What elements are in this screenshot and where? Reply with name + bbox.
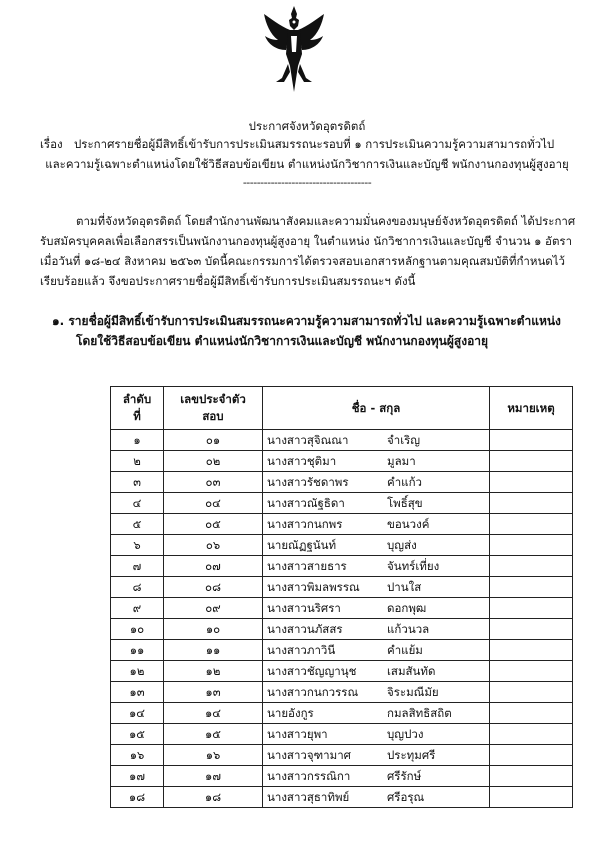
cell-order: ๙ <box>111 598 164 619</box>
cell-name <box>263 745 490 766</box>
section-heading-1: ๑. รายชื่อผู้มีสิทธิ์เข้ารับการประเมินสมรรถนะความรู้ความสามารถทั่วไป และความรู้เฉพาะตำแหน่ง <box>52 314 561 328</box>
cell-name <box>263 661 490 682</box>
header-exam-id <box>164 387 263 430</box>
cell-order: ๒ <box>111 451 164 472</box>
last-name: ศรีอรุณ <box>387 790 425 804</box>
body-line-3: เมื่อวันที่ ๑๘-๒๔ สิงหาคม ๒๕๖๓ บัดนี้คณะกรรมการได้ตรวจสอบเอกสารหลักฐานตามคุณสมบัติที่กำหนดไว้ <box>40 254 566 268</box>
cell-name <box>263 724 490 745</box>
cell-exam-id: ๑๗ <box>164 766 263 787</box>
cell-name <box>263 472 490 493</box>
header-exam-id-line1: เลขประจำตัว <box>180 392 246 406</box>
first-name: นางสาวยุพา <box>267 727 328 741</box>
cell-order: ๑๔ <box>111 703 164 724</box>
cell-note <box>490 682 573 703</box>
last-name: ปานใส <box>387 580 422 594</box>
table-row <box>111 430 573 451</box>
last-name: บุญปวง <box>387 727 424 741</box>
table-row <box>111 493 573 514</box>
first-name: นางสาวสุธาทิพย์ <box>267 790 350 804</box>
last-name: โพธิ์สุข <box>387 496 423 510</box>
cell-name <box>263 493 490 514</box>
divider-line: ------------------------------------- <box>242 176 372 189</box>
cell-order: ๑๗ <box>111 766 164 787</box>
cell-order: ๑๐ <box>111 619 164 640</box>
table-row <box>111 787 573 808</box>
first-name: นางสาวณัฐธิดา <box>267 496 345 510</box>
header-order <box>111 387 164 430</box>
first-name: นายอังกูร <box>267 706 314 720</box>
last-name: จิระมณีมัย <box>387 685 439 699</box>
cell-exam-id: ๐๓ <box>164 472 263 493</box>
header-note: หมายเหตุ <box>490 387 573 430</box>
cell-exam-id: ๑๖ <box>164 745 263 766</box>
cell-note <box>490 451 573 472</box>
cell-note <box>490 640 573 661</box>
cell-exam-id: ๐๙ <box>164 598 263 619</box>
table-row <box>111 766 573 787</box>
cell-exam-id: ๑๒ <box>164 661 263 682</box>
garuda-emblem-icon <box>262 4 326 96</box>
cell-exam-id: ๐๘ <box>164 577 263 598</box>
table-row <box>111 682 573 703</box>
cell-order: ๑๒ <box>111 661 164 682</box>
cell-note <box>490 745 573 766</box>
table-row <box>111 514 573 535</box>
table-row <box>111 640 573 661</box>
cell-name <box>263 640 490 661</box>
cell-exam-id: ๐๖ <box>164 535 263 556</box>
last-name: ประทุมศรี <box>387 748 436 762</box>
cell-order: ๑๑ <box>111 640 164 661</box>
body-line-2: รับสมัครบุคคลเพื่อเลือกสรรเป็นพนักงานกองทุนผู้สูงอายุ ในตำแหน่ง นักวิชาการเงินและบัญชี จำนวน ๑ อัตรา <box>40 234 573 248</box>
cell-name <box>263 787 490 808</box>
last-name: จันทร์เที่ยง <box>387 559 440 573</box>
subject-line-1 <box>40 136 554 152</box>
cell-name <box>263 703 490 724</box>
table-row <box>111 724 573 745</box>
body-line-4: เรียบร้อยแล้ว จึงขอประกาศรายชื่อผู้มีสิทธิ์เข้ารับการประเมินสมรรถนะฯ ดังนี้ <box>40 274 416 288</box>
cell-exam-id: ๑๕ <box>164 724 263 745</box>
cell-name <box>263 682 490 703</box>
cell-exam-id: ๑๔ <box>164 703 263 724</box>
last-name: มูลมา <box>387 454 416 468</box>
cell-order: ๑๓ <box>111 682 164 703</box>
cell-note <box>490 724 573 745</box>
last-name: คำแก้ว <box>387 475 422 489</box>
cell-order: ๔ <box>111 493 164 514</box>
cell-name <box>263 451 490 472</box>
cell-note <box>490 619 573 640</box>
cell-exam-id: ๑๑ <box>164 640 263 661</box>
table-row <box>111 598 573 619</box>
first-name: นางสาวนภัสสร <box>267 622 343 636</box>
last-name: ขอนวงค์ <box>387 517 430 531</box>
table-row <box>111 619 573 640</box>
header-exam-id-line2: สอบ <box>202 409 224 423</box>
first-name: นางสาวสุจิณณา <box>267 433 349 447</box>
cell-note <box>490 661 573 682</box>
header-name: ชื่อ - สกุล <box>263 387 490 430</box>
cell-order: ๕ <box>111 514 164 535</box>
table-row <box>111 703 573 724</box>
cell-note <box>490 493 573 514</box>
cell-name <box>263 514 490 535</box>
cell-exam-id: ๑๘ <box>164 787 263 808</box>
body-line-1: ตามที่จังหวัดอุตรดิตถ์ โดยสำนักงานพัฒนาสังคมและความมั่นคงของมนุษย์จังหวัดอุตรดิตถ์ ได้ประกาศ <box>76 214 576 228</box>
table-row <box>111 535 573 556</box>
cell-note <box>490 766 573 787</box>
first-name: นางสาวชัญญานุช <box>267 664 357 678</box>
cell-order: ๗ <box>111 556 164 577</box>
cell-name <box>263 766 490 787</box>
cell-exam-id: ๐๑ <box>164 430 263 451</box>
first-name: นางสาวนริศรา <box>267 601 341 615</box>
cell-name <box>263 430 490 451</box>
cell-exam-id: ๐๗ <box>164 556 263 577</box>
header-order-line1: ลำดับ <box>122 392 152 406</box>
cell-order: ๑๕ <box>111 724 164 745</box>
subject-line-2: และความรู้เฉพาะตำแหน่งโดยใช้วิธีสอบข้อเขียน ตำแหน่งนักวิชาการเงินและบัญชี พนักงานกองทุนผู้สูงอายุ <box>45 157 569 171</box>
cell-exam-id: ๑๓ <box>164 682 263 703</box>
cell-order: ๑๖ <box>111 745 164 766</box>
first-name: นางสาวพิมลพรรณ <box>267 580 360 594</box>
cell-order: ๑ <box>111 430 164 451</box>
cell-order: ๖ <box>111 535 164 556</box>
first-name: นางสาวรัชดาพร <box>267 475 349 489</box>
table-row <box>111 745 573 766</box>
last-name: กมลสิทธิสถิต <box>387 706 452 720</box>
cell-note <box>490 430 573 451</box>
subject-text-1: ประกาศรายชื่อผู้มีสิทธิ์เข้ารับการประเมินสมรรถนะรอบที่ ๑ การประเมินความรู้ความสามารถทั่วไป <box>74 137 555 151</box>
first-name: นางสาวจุฑามาศ <box>267 748 351 762</box>
cell-note <box>490 514 573 535</box>
table-body <box>111 430 573 808</box>
cell-name <box>263 577 490 598</box>
table-row <box>111 451 573 472</box>
cell-note <box>490 472 573 493</box>
last-name: เสมสันทัด <box>387 664 436 678</box>
table-row <box>111 472 573 493</box>
cell-name <box>263 556 490 577</box>
cell-exam-id: ๐๒ <box>164 451 263 472</box>
cell-note <box>490 787 573 808</box>
header-order-line2: ที่ <box>133 409 141 423</box>
table-row <box>111 556 573 577</box>
last-name: คำแย้ม <box>387 643 423 657</box>
cell-exam-id: ๐๔ <box>164 493 263 514</box>
first-name: นางสาวชุติมา <box>267 454 337 468</box>
cell-name <box>263 619 490 640</box>
last-name: ดอกพุฒ <box>387 601 427 615</box>
cell-order: ๘ <box>111 577 164 598</box>
first-name: นางสาวกนกวรรณ <box>267 685 359 699</box>
table-header-row <box>111 387 573 430</box>
first-name: นางสาวกนกพร <box>267 517 343 531</box>
cell-name <box>263 598 490 619</box>
cell-note <box>490 535 573 556</box>
cell-exam-id: ๑๐ <box>164 619 263 640</box>
cell-name <box>263 535 490 556</box>
cell-order: ๓ <box>111 472 164 493</box>
first-name: นายณัฏฐนันท์ <box>267 538 337 552</box>
last-name: ศรีรักษ์ <box>387 769 422 783</box>
table-row <box>111 661 573 682</box>
first-name: นางสาวสายธาร <box>267 559 347 573</box>
section-heading-2: โดยใช้วิธีสอบข้อเขียน ตำแหน่งนักวิชาการเงินและบัญชี พนักงานกองทุนผู้สูงอายุ <box>76 334 489 348</box>
candidate-table <box>110 386 573 808</box>
first-name: นางสาวภาวินี <box>267 643 336 657</box>
cell-note <box>490 598 573 619</box>
table-row <box>111 577 573 598</box>
last-name: แก้วนวล <box>387 622 430 636</box>
last-name: จำเริญ <box>387 433 421 447</box>
first-name: นางสาวกรรณิกา <box>267 769 351 783</box>
cell-exam-id: ๐๕ <box>164 514 263 535</box>
cell-note <box>490 556 573 577</box>
cell-order: ๑๘ <box>111 787 164 808</box>
subject-label: เรื่อง <box>40 137 63 151</box>
last-name: บุญส่ง <box>387 538 417 552</box>
cell-note <box>490 577 573 598</box>
cell-note <box>490 703 573 724</box>
announcement-title: ประกาศจังหวัดอุตรดิตถ์ <box>248 119 366 133</box>
